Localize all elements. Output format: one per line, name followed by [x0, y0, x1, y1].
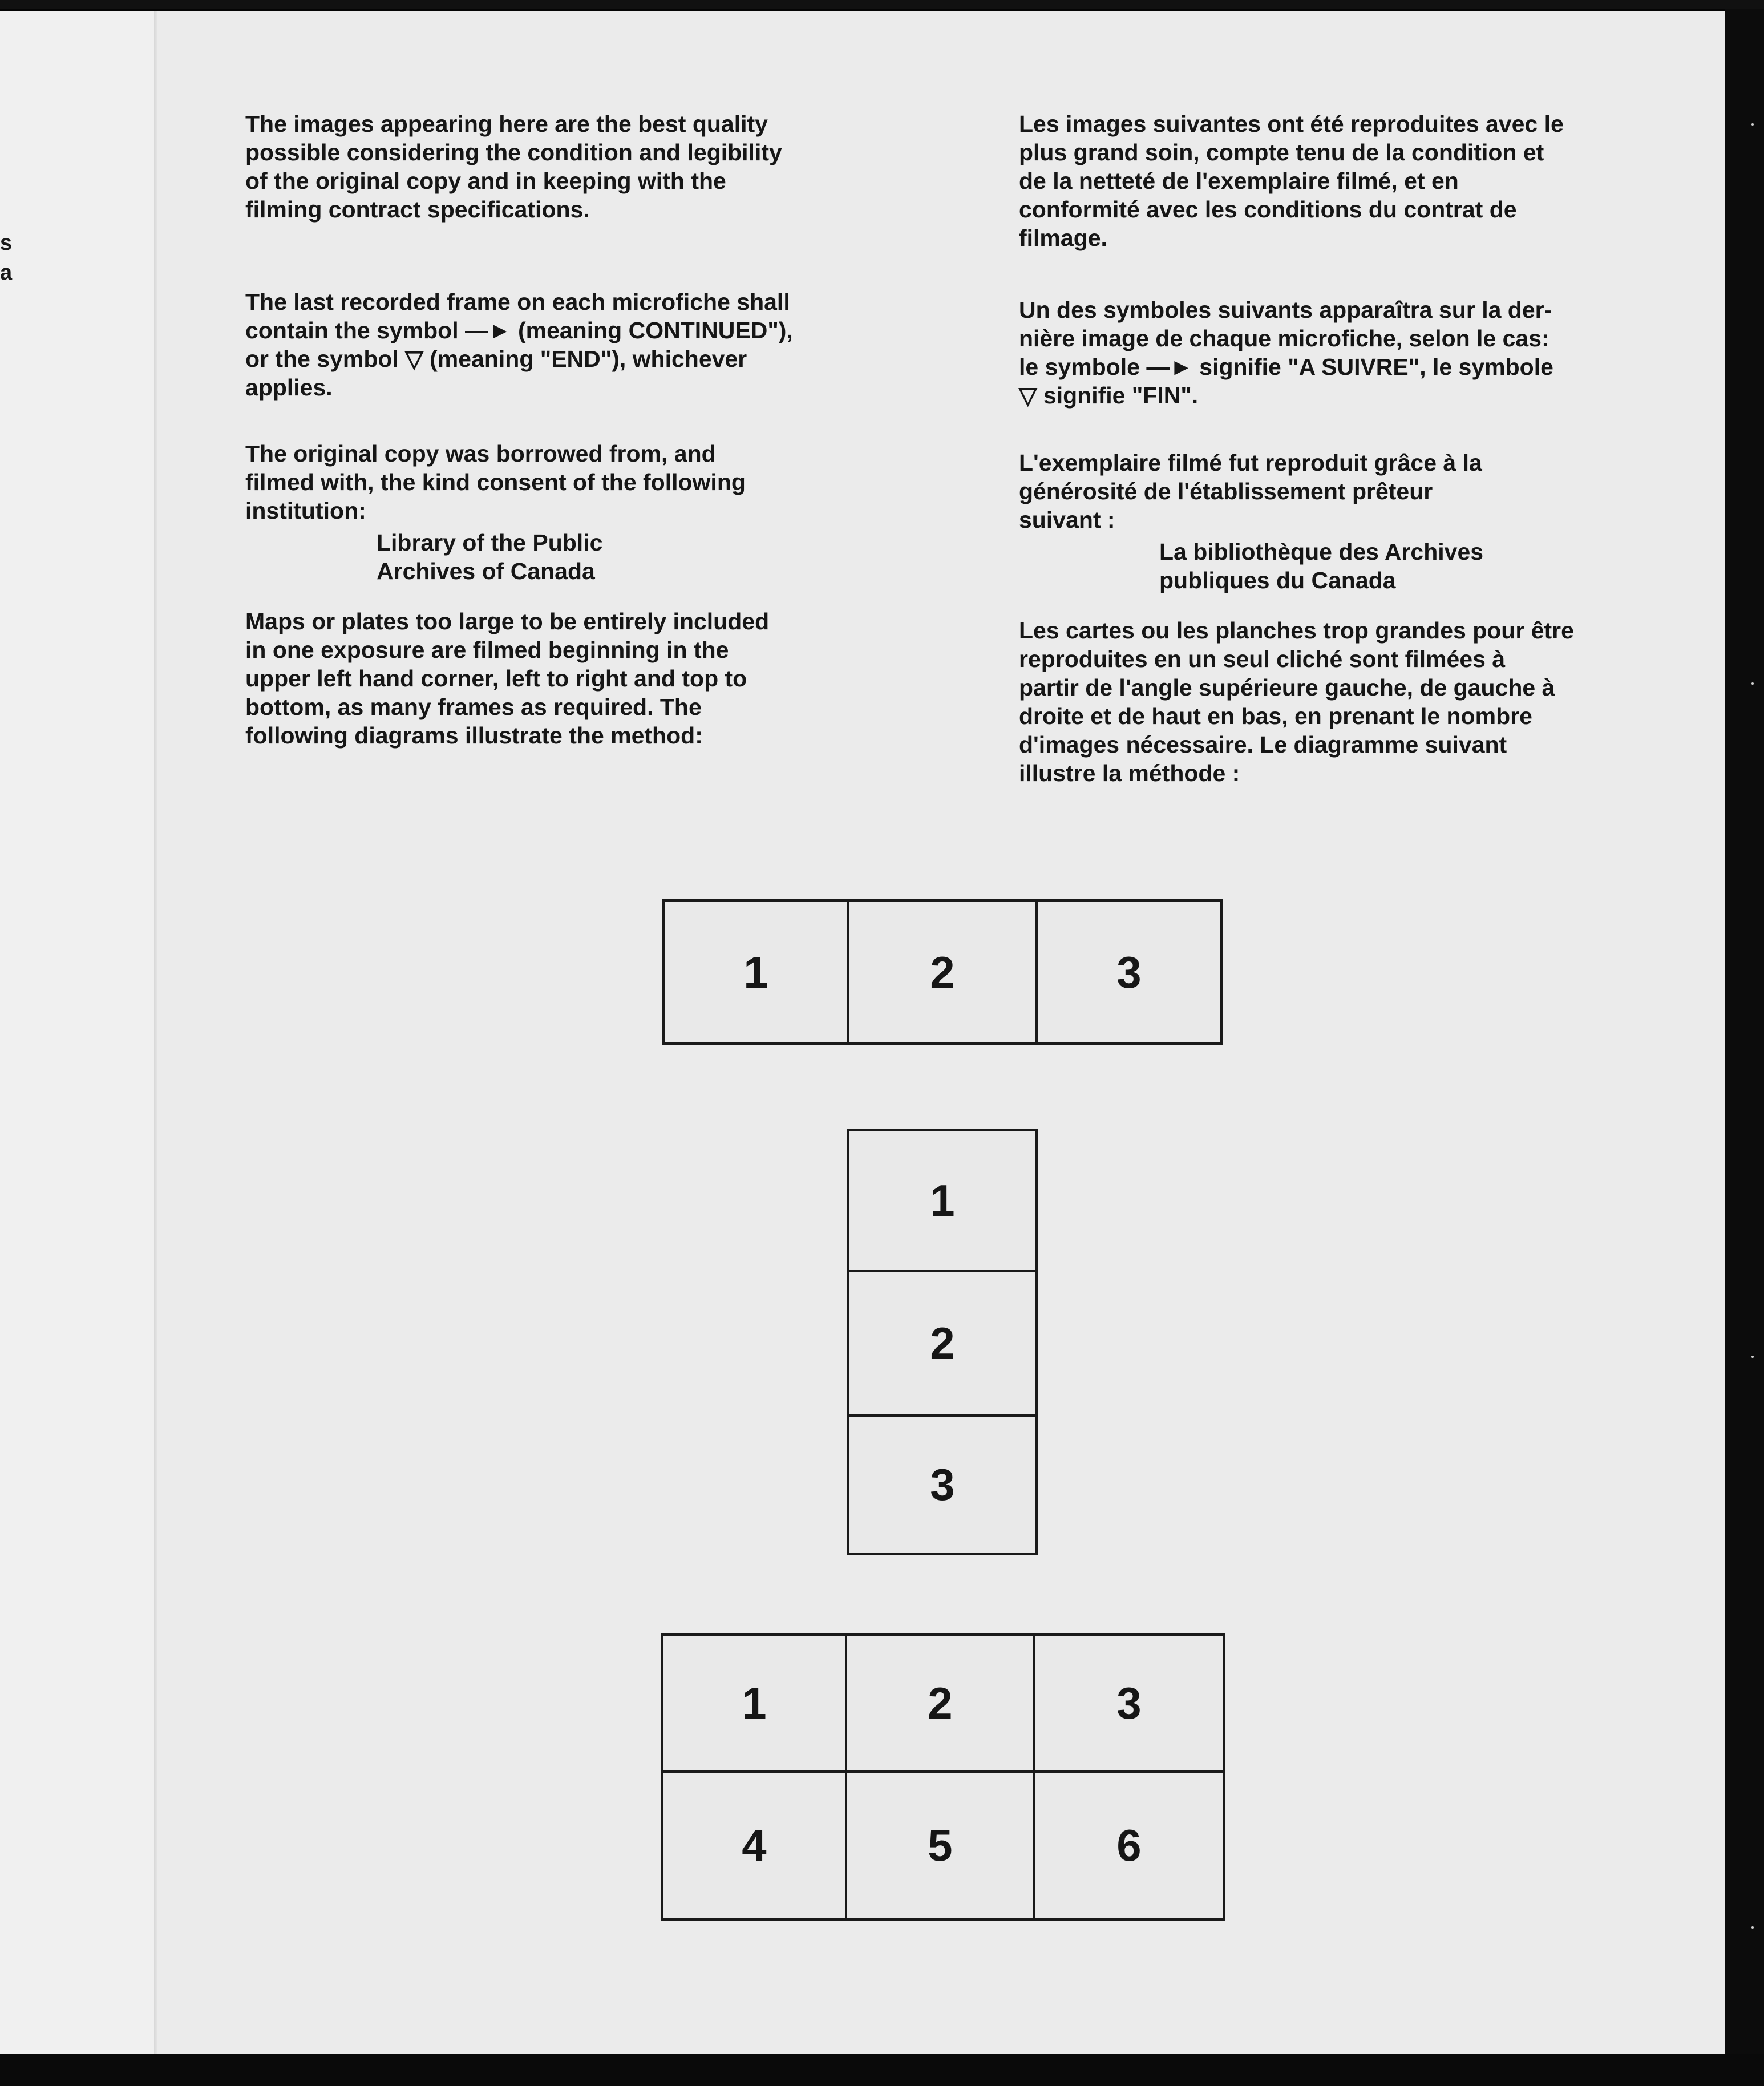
frame-cell: 2 — [847, 902, 1035, 1042]
quality-statement: Les images suivantes ont été reproduites avec le plus grand soin, compte tenu de la condition et de la netteté de l'exemplaire filmé, et en conformité avec les conditions du contrat de filmage. — [1019, 111, 1564, 251]
frame-cell: 2 — [849, 1270, 1035, 1414]
frame-cell: 3 — [1035, 1636, 1223, 1773]
frame-cell: 6 — [1116, 1820, 1142, 1870]
maps-statement: Les cartes ou les planches trop grandes pour être reproduites en un seul cliché sont filmées à partir de l'angle supérieure gauche, de gauche à droite et de haut en bas, en prenant le nombre d'images nécessaire. Le diagramme suivant illustre la méthode : — [1019, 617, 1574, 786]
quality-statement: The images appearing here are the best quality possible considering the condition and legibility of the original copy and in keeping with the filming contract specifications. — [245, 111, 782, 223]
maps-statement: Maps or plates too large to be entirely included in one exposure are filmed beginning in the upper left hand corner, left to right and top to bottom, as many frames as required. The following diagrams illustrate the method: — [245, 608, 770, 749]
edge-letter: a — [0, 261, 13, 285]
frame-cell: 1 — [743, 947, 768, 997]
diagram-vertical — [847, 1129, 1038, 1555]
frame-cell: 3 — [849, 1414, 1035, 1553]
frame-cell: 4 — [663, 1773, 847, 1918]
symbols-statement: Un des symboles suivants apparaîtra sur la der- nière image de chaque microfiche, selon le cas: le symbole —► signifie "A SUIVRE", le symbole ▽ signifie "FIN". — [1019, 297, 1553, 409]
film-speck — [1751, 123, 1754, 126]
frame-cell: 1 — [930, 1175, 955, 1226]
borrowed-statement: L'exemplaire filmé fut reproduit grâce à la générosité de l'établissement prêteur suivant : — [1019, 450, 1482, 533]
symbols-statement: The last recorded frame on each microfiche shall contain the symbol —► (meaning CONTINUED"), or the symbol ▽ (meaning "END"), whichever applies. — [245, 289, 793, 401]
english-column — [245, 110, 884, 750]
frame-cell: 3 — [1035, 902, 1220, 1042]
film-border — [0, 2054, 1764, 2086]
frame-cell: 5 — [847, 1773, 1035, 1918]
film-edge — [1725, 9, 1764, 2054]
french-column — [1019, 110, 1658, 787]
edge-letter: s — [0, 231, 13, 255]
film-speck — [1751, 1356, 1754, 1358]
diagram-grid — [661, 1633, 1225, 1921]
borrowed-statement: The original copy was borrowed from, and filmed with, the kind consent of the following institution: — [245, 440, 746, 524]
film-speck — [1751, 682, 1754, 685]
diagram-horizontal — [662, 899, 1223, 1045]
film-speck — [1751, 1926, 1754, 1929]
scanned-page — [0, 9, 1725, 2056]
page-fold — [154, 11, 157, 2056]
adjacent-page-strip — [0, 11, 157, 2056]
institution-name: Library of the Public Archives of Canada — [377, 529, 603, 584]
institution-name: La bibliothèque des Archives publiques du Canada — [1159, 539, 1484, 593]
adjacent-page-text — [0, 228, 12, 288]
frame-cell: 2 — [847, 1636, 1035, 1773]
frame-cell: 1 — [663, 1636, 847, 1773]
